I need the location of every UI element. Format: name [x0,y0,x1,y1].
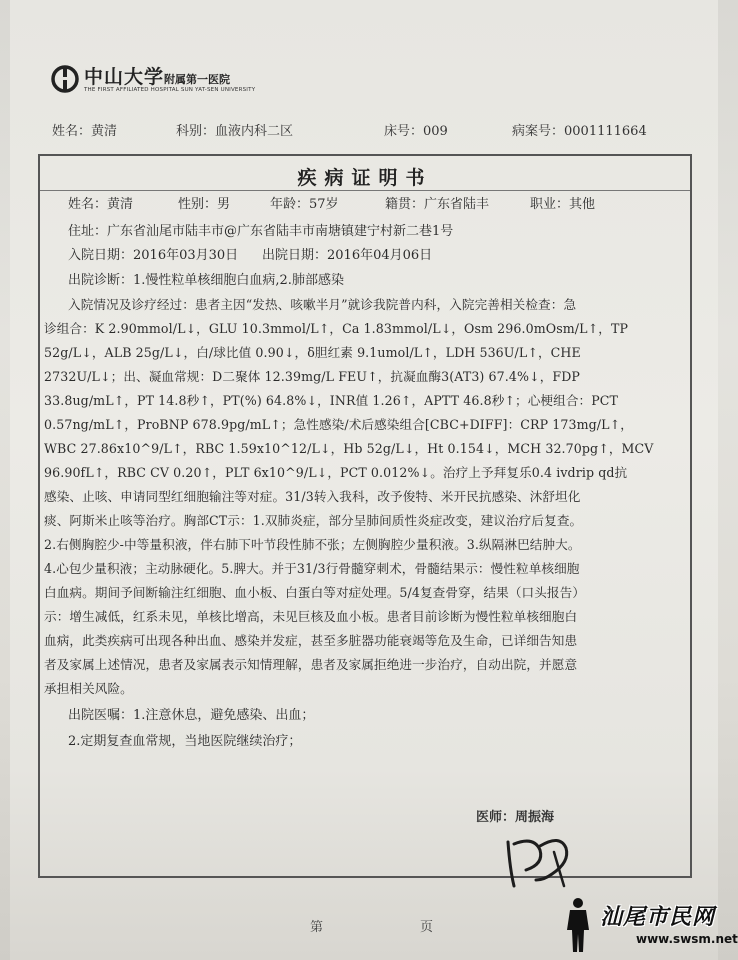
patient-age: 年龄：57岁 [270,197,339,212]
person-silhouette-icon [560,896,596,954]
discharge-advice-2: 2.定期复查血常规，当地医院继续治疗； [68,734,302,749]
header-bed-number: 床号：009 [384,124,448,139]
site-watermark [560,890,738,960]
watermark-site-url: www.swsm.net [636,932,738,946]
title-divider [40,190,690,191]
treatment-line: WBC 27.86x10^9/L↑，RBC 1.59x10^12/L↓，Hb 52g/L↓，Ht 0.154↓，MCH 32.70pg↑，MCV [44,441,654,456]
doctor-name: 医师：周振海 [476,810,555,825]
discharge-advice-1: 出院医嘱：1.注意休息，避免感染、出血； [68,708,315,723]
treatment-line: 白血病。期间予间断输注红细胞、血小板、白蛋白等对症处理。5/4复查骨穿，结果（口头报告） [44,585,586,600]
treatment-line: 承担相关风险。 [44,681,133,696]
treatment-line: 入院情况及诊疗经过：患者主因“发热、咳嗽半月”就诊我院普内科，入院完善相关检查：急 [68,297,577,312]
treatment-line: 52g/L↓，ALB 25g/L↓，白/球比值 0.90↓，δ胆红素 9.1umol/L↑，LDH 536U/L↑，CHE [44,345,581,360]
discharge-date: 出院日期：2016年04月06日 [262,248,433,263]
certificate-box [38,154,692,878]
patient-native-place: 籍贯：广东省陆丰 [385,197,490,212]
admission-date: 入院日期：2016年03月30日 [68,248,239,263]
patient-address: 住址：广东省汕尾市陆丰市@广东省陆丰市南塘镇建宁村新二巷1号 [68,224,454,239]
hospital-logo [50,60,350,100]
watermark-site-name: 汕尾市民网 [600,904,716,930]
treatment-line: 0.57ng/mL↑，ProBNP 678.9pg/mL↑；急性感染/术后感染组合[CBC+DIFF]：CRP 173mg/L↑， [44,417,633,432]
treatment-line: 示：增生减低，红系未见，单核比增高，未见巨核及血小板。患者目前诊断为慢性粒单核细胞白 [44,609,578,624]
page-number: 第 页 [310,920,434,935]
treatment-line: 者及家属上述情况，患者及家属表示知情理解，患者及家属拒绝进一步治疗，自动出院，并愿意 [44,657,578,672]
treatment-line: 33.8ug/mL↑，PT 14.8秒↑，PT(%) 64.8%↓，INR值 1.26↑，APTT 46.8秒↑；心梗组合：PCT [44,393,619,408]
certificate-title: 疾病证明书 [297,167,433,189]
treatment-line: 感染、止咳、申请同型红细胞输注等对症。31/3转入我科，改予俊特、米开民抗感染、沐舒坦化 [44,489,581,504]
patient-name: 姓名：黄清 [68,197,134,212]
treatment-line: 4.心包少量积液；主动脉硬化。5.脾大。并于31/3行骨髓穿刺术，骨髓结果示：慢性粒单核细胞 [44,561,580,576]
patient-occupation: 职业：其他 [530,197,596,212]
treatment-line: 诊组合：K 2.90mmol/L↓，GLU 10.3mmol/L↑，Ca 1.83mmol/L↓，Osm 296.0mOsm/L↑，TP [44,321,629,336]
header-department: 科别：血液内科二区 [176,124,294,139]
treatment-line: 2732U/L↓；出、凝血常规：D二聚体 12.39mg/L FEU↑，抗凝血酶3(AT3) 67.4%↓，FDP [44,369,581,384]
header-patient-name: 姓名：黄清 [52,124,118,139]
hospital-emblem-icon [50,64,80,94]
hospital-name-en: THE FIRST AFFILIATED HOSPITAL SUN YAT-SEN UNIVERSITY [84,87,256,93]
hospital-name-cn: 中山大学附属第一医院 [84,66,231,88]
treatment-line: 血病，此类疾病可出现各种出血、感染并发症，甚至多脏器功能衰竭等危及生命，已详细告知患 [44,633,578,648]
treatment-line: 96.90fL↑，RBC CV 0.20↑，PLT 6x10^9/L↓，PCT 0.012%↓。治疗上予拜复乐0.4 ivdrip qd抗 [44,465,628,480]
treatment-line: 痰、阿斯米止咳等治疗。胸部CT示：1.双肺炎症，部分呈肺间质性炎症改变，建议治疗后复查。 [44,513,583,528]
header-case-number: 病案号：0001111664 [512,124,647,139]
treatment-line: 2.右侧胸腔少-中等量积液，伴右肺下叶节段性肺不张；左侧胸腔少量积液。3.纵隔淋巴结肿大。 [44,537,581,552]
patient-gender: 性别：男 [178,197,231,212]
doctor-signature [500,830,590,890]
discharge-diagnosis: 出院诊断：1.慢性粒单核细胞白血病,2.肺部感染 [68,273,344,288]
